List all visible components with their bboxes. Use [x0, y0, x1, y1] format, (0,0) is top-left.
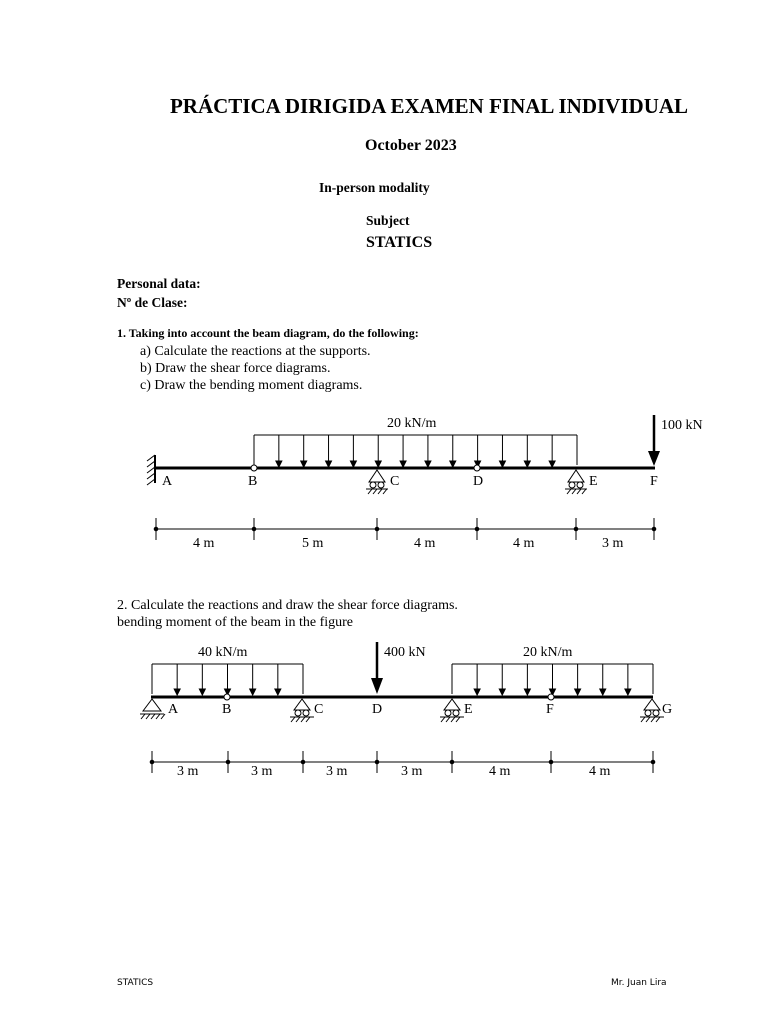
- pin-support-a: [140, 699, 165, 719]
- distributed-load-right-label: 20 kN/m: [523, 645, 573, 660]
- span-length-label: 3 m: [251, 764, 273, 779]
- question-1-task-a: a) Calculate the reactions at the supports.: [140, 344, 371, 359]
- span-length-label: 4 m: [489, 764, 511, 779]
- point-load-arrow: [371, 642, 383, 694]
- exam-modality: In-person modality: [319, 180, 430, 195]
- load-arrow: [400, 435, 406, 467]
- subject-label: Subject: [366, 213, 410, 228]
- load-arrow: [474, 664, 480, 695]
- footer-teacher: Mr. Juan Lira: [611, 978, 667, 988]
- load-arrow: [499, 435, 505, 467]
- span-length-label: 4 m: [414, 536, 436, 551]
- load-arrow: [475, 435, 481, 467]
- point-label-e: E: [589, 474, 598, 489]
- point-label-a: A: [162, 474, 173, 489]
- point-label-b: B: [248, 474, 258, 489]
- roller-support-e: [565, 470, 587, 494]
- distributed-load: [254, 435, 577, 467]
- hinge-b: [224, 694, 230, 700]
- load-arrow: [225, 664, 231, 695]
- load-arrow: [549, 435, 555, 467]
- point-label-e: E: [464, 702, 473, 717]
- load-arrow: [375, 435, 381, 467]
- dimension-tick: [150, 751, 154, 773]
- beam-diagram-1: [0, 405, 768, 565]
- load-arrow: [275, 664, 281, 695]
- point-label-d: D: [473, 474, 484, 489]
- span-length-label: 4 m: [513, 536, 535, 551]
- page-title: PRÁCTICA DIRIGIDA EXAMEN FINAL INDIVIDUAL: [169, 94, 689, 118]
- class-number-label: Nº de Clase:: [117, 295, 188, 310]
- load-arrow: [250, 664, 256, 695]
- span-length-label: 5 m: [302, 536, 324, 551]
- point-label-f: F: [546, 702, 554, 717]
- point-label-g: G: [662, 702, 673, 717]
- dimension-tick: [375, 751, 379, 773]
- dimension-tick: [574, 518, 578, 540]
- dimension-line: [154, 518, 656, 540]
- question-1-task-b: b) Draw the shear force diagrams.: [140, 361, 331, 376]
- dimension-tick: [652, 518, 656, 540]
- span-length-label: 3 m: [177, 764, 199, 779]
- roller-support-g: [640, 699, 664, 722]
- point-label-a: A: [168, 702, 179, 717]
- subject-name: STATICS: [366, 234, 433, 251]
- load-arrow: [450, 435, 456, 467]
- load-arrow: [425, 435, 431, 467]
- distributed-load-left-label: 40 kN/m: [198, 645, 248, 660]
- roller-support-c: [290, 699, 314, 722]
- load-arrow: [199, 664, 205, 695]
- footer-subject: STATICS: [117, 978, 154, 988]
- span-length-label: 4 m: [589, 764, 611, 779]
- point-label-d: D: [372, 702, 383, 717]
- point-label-b: B: [222, 702, 232, 717]
- personal-data-label: Personal data:: [117, 276, 201, 291]
- load-arrow: [575, 664, 581, 695]
- distributed-load-label: 20 kN/m: [387, 416, 437, 431]
- span-length-label: 3 m: [401, 764, 423, 779]
- hinge-b: [251, 465, 257, 471]
- question-1-tasks: [140, 343, 371, 394]
- distributed-load-left: [152, 664, 303, 695]
- distributed-load-right: [452, 664, 653, 695]
- load-arrow: [301, 435, 307, 467]
- exam-date: October 2023: [365, 137, 457, 154]
- question-2-prompt: [117, 597, 458, 631]
- dimension-tick: [252, 518, 256, 540]
- span-length-label: 4 m: [193, 536, 215, 551]
- load-arrow: [550, 664, 556, 695]
- load-arrow: [524, 664, 530, 695]
- dimension-tick: [375, 518, 379, 540]
- point-load-label: 100 kN: [661, 418, 703, 433]
- roller-support-e: [440, 699, 464, 722]
- load-arrow: [600, 664, 606, 695]
- question-1-task-c: c) Draw the bending moment diagrams.: [140, 378, 363, 393]
- dimension-tick: [549, 751, 553, 773]
- hinge-d: [474, 465, 480, 471]
- span-length-label: 3 m: [602, 536, 624, 551]
- point-label-c: C: [314, 702, 324, 717]
- fixed-support-a: [147, 455, 155, 485]
- dimension-tick: [226, 751, 230, 773]
- load-arrow: [276, 435, 282, 467]
- dimension-tick: [651, 751, 655, 773]
- point-load-arrow: [648, 415, 660, 466]
- load-arrow: [350, 435, 356, 467]
- point-load-label: 400 kN: [384, 645, 426, 660]
- load-arrow: [499, 664, 505, 695]
- dimension-tick: [301, 751, 305, 773]
- question-1-prompt: 1. Taking into account the beam diagram, do the following:: [117, 326, 419, 340]
- load-arrow: [326, 435, 332, 467]
- hinge-f: [548, 694, 554, 700]
- span-length-label: 3 m: [326, 764, 348, 779]
- dimension-tick: [154, 518, 158, 540]
- load-arrow: [174, 664, 180, 695]
- roller-support-c: [366, 470, 388, 494]
- load-arrow: [625, 664, 631, 695]
- question-2-prompt-line-1: 2. Calculate the reactions and draw the shear force diagrams.: [117, 598, 458, 613]
- dimension-tick: [450, 751, 454, 773]
- load-arrow: [524, 435, 530, 467]
- dimension-tick: [475, 518, 479, 540]
- point-label-f: F: [650, 474, 658, 489]
- question-2-prompt-line-2: bending moment of the beam in the figure: [117, 615, 353, 630]
- beam-diagram-2: [0, 636, 768, 786]
- point-label-c: C: [390, 474, 400, 489]
